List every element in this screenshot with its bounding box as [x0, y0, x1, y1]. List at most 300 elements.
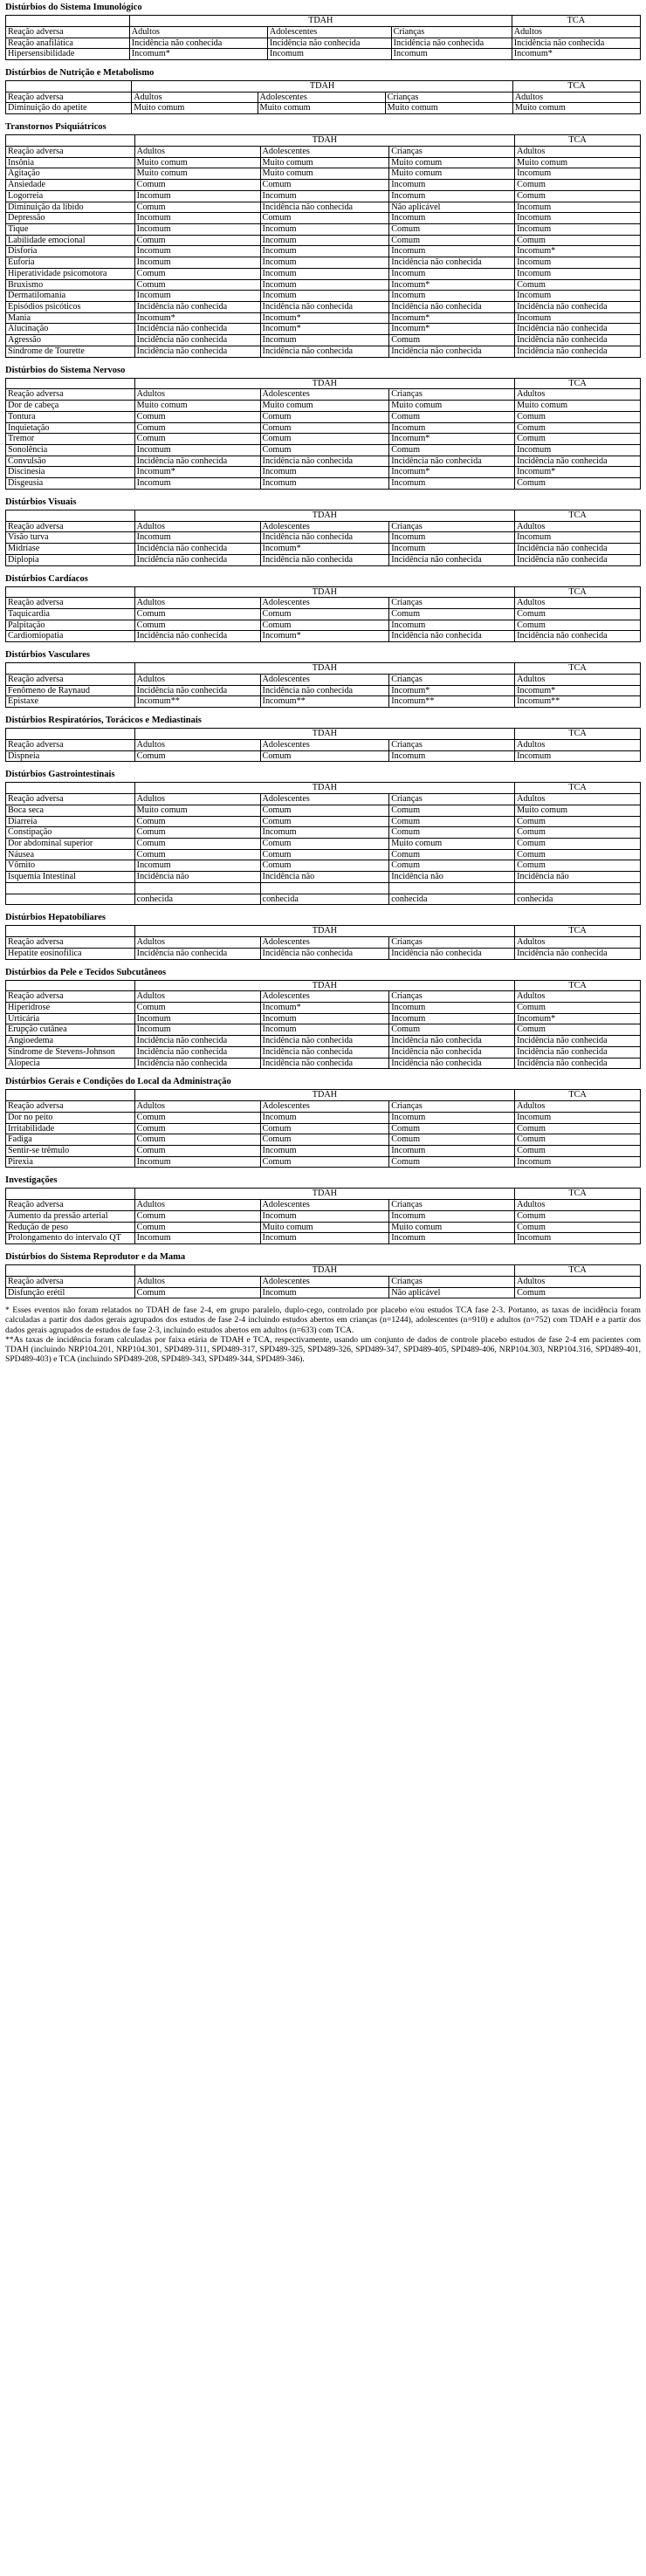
frequency-cell: Comum: [515, 279, 641, 291]
column-header: Adultos: [515, 674, 641, 685]
header-cell: [6, 16, 130, 27]
reaction-name: Agitação: [6, 168, 135, 180]
table-row: [6, 478, 641, 490]
frequency-cell: Comum: [515, 860, 641, 872]
reaction-name: Reação anafilática: [6, 38, 130, 49]
column-header: Crianças: [389, 389, 515, 401]
column-header: Crianças: [389, 146, 515, 157]
table-row: [6, 838, 641, 849]
frequency-cell: Muito comum: [385, 103, 512, 114]
frequency-cell: Incidência não conhecida: [134, 302, 260, 313]
group-header-row: [6, 980, 641, 991]
frequency-cell: Comum: [515, 827, 641, 839]
reaction-name: [6, 894, 135, 905]
section-title: Distúrbios de Nutrição e Metabolismo: [5, 67, 155, 78]
column-header: Adolescentes: [260, 521, 389, 532]
column-header: Adolescentes: [260, 1200, 389, 1211]
table-row: [6, 202, 641, 213]
reaction-name: Dor no peito: [6, 1112, 135, 1123]
reaction-name: Sentir-se trêmulo: [6, 1145, 135, 1156]
group-header-tdah: TDAH: [134, 1090, 514, 1101]
frequency-cell: Incidência não conhecida: [134, 324, 260, 335]
frequency-cell: [260, 882, 389, 894]
table-row: [6, 805, 641, 816]
group-header-tdah: TDAH: [134, 378, 514, 389]
table-row: [6, 335, 641, 346]
frequency-cell: Incomum: [515, 532, 641, 544]
column-header-row: [6, 991, 641, 1003]
section-title: Investigações: [5, 1175, 58, 1186]
frequency-cell: Incidência não conhecida: [134, 346, 260, 357]
frequency-cell: Incomum*: [134, 467, 260, 478]
frequency-cell: Comum: [134, 1134, 260, 1146]
section: [5, 649, 641, 708]
table-row: [6, 467, 641, 478]
group-header-row: [6, 16, 641, 27]
section-title: Distúrbios do Sistema Nervoso: [5, 365, 126, 375]
column-header: Adultos: [134, 1101, 260, 1113]
table-row: [6, 257, 641, 269]
adverse-reactions-table: [5, 1264, 641, 1298]
column-header: Adolescentes: [260, 389, 389, 401]
frequency-cell: Muito comum: [389, 1222, 515, 1233]
frequency-cell: Incidência não conhecida: [134, 1058, 260, 1069]
section: [5, 365, 641, 490]
column-header: Reação adversa: [6, 521, 135, 532]
header-cell: [6, 1090, 135, 1101]
frequency-cell: Incomum*: [260, 324, 389, 335]
reaction-name: Discinesia: [6, 467, 135, 478]
frequency-cell: Incomum*: [515, 1013, 641, 1024]
column-header: Adultos: [515, 146, 641, 157]
frequency-cell: Incomum: [134, 257, 260, 269]
frequency-cell: Comum: [389, 1156, 515, 1168]
column-header: Adultos: [515, 991, 641, 1003]
column-header-row: [6, 146, 641, 157]
table-row: [6, 324, 641, 335]
frequency-cell: Comum: [134, 609, 260, 620]
reaction-name: Síndrome de Tourette: [6, 346, 135, 357]
table-row: [6, 168, 641, 180]
frequency-cell: Incomum: [515, 202, 641, 213]
section: [5, 967, 641, 1070]
frequency-cell: Incomum: [389, 1112, 515, 1123]
reaction-name: Alucinação: [6, 324, 135, 335]
table-row: [6, 544, 641, 555]
frequency-cell: Muito comum: [134, 805, 260, 816]
frequency-cell: Incomum**: [515, 696, 641, 708]
frequency-cell: Comum: [134, 434, 260, 445]
frequency-cell: Incidência não conhecida: [134, 685, 260, 696]
column-header: Reação adversa: [6, 1276, 135, 1287]
frequency-cell: Comum: [260, 750, 389, 762]
column-header: Adolescentes: [260, 1101, 389, 1113]
frequency-cell: Incidência não conhecida: [134, 1046, 260, 1058]
frequency-cell: conhecida: [260, 894, 389, 905]
group-header-row: [6, 378, 641, 389]
frequency-cell: Comum: [389, 816, 515, 827]
frequency-cell: Incomum: [260, 1233, 389, 1244]
group-header-tca: TCA: [515, 378, 641, 389]
table-row: [6, 1233, 641, 1244]
table-row: [6, 631, 641, 642]
column-header: Adultos: [134, 1200, 260, 1211]
column-header: Adolescentes: [260, 739, 389, 750]
frequency-cell: Muito comum: [512, 103, 640, 114]
reaction-name: Tremor: [6, 434, 135, 445]
frequency-cell: Incomum: [389, 532, 515, 544]
frequency-cell: Comum: [260, 411, 389, 422]
table-row: [6, 444, 641, 456]
frequency-cell: Incidência não conhecida: [260, 554, 389, 565]
frequency-cell: Comum: [134, 180, 260, 191]
group-header-row: [6, 81, 641, 92]
frequency-cell: Muito comum: [260, 1222, 389, 1233]
footnote: * Esses eventos não foram relatados no TDAH de fase 2-4, em grupo paralelo, duplo-cego, controlado por placebo e/ou estudos TCA fase 2-3. Portanto, as taxas de incidência foram calculadas a partir dos dados gerais agrupados dos estudos de fase 2-4 incluindo estudos abertos em crianças (n=1244), adolescentes (n=910) e adultos (n=752) com TDAH e a partir dos dados gerais agrupados de estudos de fase 2-3, incluindo estudos abertos em adultos (n=633) com TCA.: [5, 1305, 641, 1335]
frequency-cell: Muito comum: [260, 401, 389, 412]
group-header-tdah: TDAH: [129, 16, 512, 27]
frequency-cell: Incomum*: [134, 312, 260, 324]
frequency-cell: Comum: [134, 1145, 260, 1156]
reaction-name: Dispneia: [6, 750, 135, 762]
frequency-cell: Incidência não conhecida: [389, 302, 515, 313]
frequency-cell: Comum: [134, 1222, 260, 1233]
footnotes: [5, 1305, 641, 1364]
frequency-cell: Incomum: [515, 268, 641, 279]
group-header-tca: TCA: [515, 663, 641, 675]
group-header-tdah: TDAH: [134, 980, 514, 991]
table-row: [6, 49, 641, 60]
column-header: Crianças: [389, 794, 515, 805]
frequency-cell: Incidência não conhecida: [515, 948, 641, 959]
header-cell: [6, 663, 135, 675]
frequency-cell: Incomum*: [389, 324, 515, 335]
column-header: Reação adversa: [6, 794, 135, 805]
table-row: [6, 213, 641, 224]
frequency-cell: Incomum: [389, 750, 515, 762]
frequency-cell: conhecida: [515, 894, 641, 905]
column-header: Adolescentes: [260, 794, 389, 805]
group-header-tdah: TDAH: [134, 510, 514, 521]
reaction-name: Fadiga: [6, 1134, 135, 1146]
reaction-name: Diarreia: [6, 816, 135, 827]
column-header: Adultos: [515, 794, 641, 805]
column-header-row: [6, 598, 641, 609]
frequency-cell: Incomum: [260, 190, 389, 202]
frequency-cell: Muito comum: [134, 168, 260, 180]
reaction-name: Episódios psicóticos: [6, 302, 135, 313]
column-header-row: [6, 1276, 641, 1287]
group-header-tdah: TDAH: [132, 81, 513, 92]
adverse-reactions-table: [5, 728, 641, 762]
frequency-cell: Não aplicável: [389, 202, 515, 213]
frequency-cell: Incidência não conhecida: [260, 1036, 389, 1047]
frequency-cell: Comum: [515, 1222, 641, 1233]
group-header-tca: TCA: [512, 16, 640, 27]
table-row: [6, 246, 641, 257]
group-header-tca: TCA: [515, 1090, 641, 1101]
group-header-tca: TCA: [515, 729, 641, 740]
table-row: [6, 235, 641, 246]
table-row: [6, 434, 641, 445]
column-header: Reação adversa: [6, 991, 135, 1003]
frequency-cell: Incomum: [134, 860, 260, 872]
frequency-cell: [515, 882, 641, 894]
column-header: Adolescentes: [258, 92, 385, 103]
frequency-cell: Incidência não conhecida: [129, 38, 267, 49]
table-row: [6, 1046, 641, 1058]
reaction-name: Hipersensibilidade: [6, 49, 130, 60]
frequency-cell: Incomum: [515, 444, 641, 456]
table-row: [6, 1210, 641, 1222]
frequency-cell: Incomum: [515, 168, 641, 180]
frequency-cell: Comum: [515, 180, 641, 191]
column-header-row: [6, 521, 641, 532]
frequency-cell: Muito comum: [515, 805, 641, 816]
adverse-reactions-table: [5, 378, 641, 490]
adverse-reactions-table: [5, 15, 641, 60]
group-header-tdah: TDAH: [134, 586, 514, 598]
frequency-cell: Incomum: [134, 1013, 260, 1024]
column-header: Adultos: [132, 92, 258, 103]
section-title: Distúrbios Vasculares: [5, 650, 90, 661]
frequency-cell: Comum: [134, 235, 260, 246]
column-header: Adolescentes: [260, 146, 389, 157]
frequency-cell: Incomum: [515, 291, 641, 302]
frequency-cell: Comum: [260, 180, 389, 191]
frequency-cell: Comum: [515, 1210, 641, 1222]
table-row: [6, 190, 641, 202]
frequency-cell: Comum: [260, 849, 389, 860]
frequency-cell: Incomum: [389, 1145, 515, 1156]
table-row: [6, 312, 641, 324]
group-header-tdah: TDAH: [134, 1189, 514, 1200]
table-row: [6, 1024, 641, 1036]
section: [5, 912, 641, 959]
frequency-cell: Comum: [134, 1210, 260, 1222]
frequency-cell: Comum: [389, 1134, 515, 1146]
column-header: Crianças: [389, 521, 515, 532]
frequency-cell: Incomum: [389, 190, 515, 202]
section: [5, 2, 641, 60]
reaction-name: Angioedema: [6, 1036, 135, 1047]
frequency-cell: Comum: [260, 1156, 389, 1168]
frequency-cell: Incomum: [389, 1210, 515, 1222]
group-header-row: [6, 135, 641, 147]
frequency-cell: Incomum: [260, 478, 389, 490]
frequency-cell: Comum: [515, 434, 641, 445]
frequency-cell: Comum: [134, 816, 260, 827]
table-row: [6, 860, 641, 872]
frequency-cell: Incomum: [515, 1156, 641, 1168]
table-row: [6, 1003, 641, 1014]
frequency-cell: Comum: [515, 422, 641, 434]
reaction-name: Labilidade emocional: [6, 235, 135, 246]
reaction-name: Disfunção erétil: [6, 1287, 135, 1298]
reaction-name: Tique: [6, 223, 135, 235]
table-row: [6, 827, 641, 839]
frequency-cell: Comum: [389, 235, 515, 246]
frequency-cell: Incidência não conhecida: [391, 38, 512, 49]
frequency-cell: Comum: [515, 1003, 641, 1014]
frequency-cell: Incomum: [389, 478, 515, 490]
frequency-cell: Incidência não conhecida: [515, 335, 641, 346]
table-row: [6, 157, 641, 168]
column-header-row: [6, 1101, 641, 1113]
reaction-name: Erupção cutânea: [6, 1024, 135, 1036]
column-header: Adolescentes: [267, 26, 391, 38]
frequency-cell: Incidência não conhecida: [515, 302, 641, 313]
table-row: [6, 346, 641, 357]
adverse-reactions-table: [5, 1188, 641, 1244]
column-header: Crianças: [389, 1101, 515, 1113]
group-header-tca: TCA: [515, 135, 641, 147]
reaction-name: Disgeusia: [6, 478, 135, 490]
frequency-cell: Muito comum: [258, 103, 385, 114]
reaction-name: Síndrome de Stevens-Johnson: [6, 1046, 135, 1058]
column-header: Adultos: [134, 146, 260, 157]
table-row: [6, 268, 641, 279]
frequency-cell: Incidência não conhecida: [389, 1046, 515, 1058]
frequency-cell: Incomum: [391, 49, 512, 60]
group-header-tca: TCA: [512, 81, 640, 92]
frequency-cell: Muito comum: [260, 168, 389, 180]
column-header: Adolescentes: [260, 674, 389, 685]
frequency-cell: Incidência não conhecida: [389, 1058, 515, 1069]
header-cell: [6, 135, 135, 147]
reaction-name: Agressão: [6, 335, 135, 346]
frequency-cell: Incomum: [389, 620, 515, 631]
table-row: [6, 609, 641, 620]
column-header: Adultos: [134, 794, 260, 805]
frequency-cell: Incidência não conhecida: [515, 554, 641, 565]
group-header-tca: TCA: [515, 980, 641, 991]
frequency-cell: Incomum: [267, 49, 391, 60]
frequency-cell: Comum: [515, 478, 641, 490]
frequency-cell: Comum: [515, 411, 641, 422]
adverse-reactions-table: [5, 1089, 641, 1168]
frequency-cell: Muito comum: [389, 168, 515, 180]
adverse-reactions-table: [5, 662, 641, 708]
column-header: Crianças: [389, 1276, 515, 1287]
table-row: [6, 750, 641, 762]
frequency-cell: Comum: [260, 1123, 389, 1134]
frequency-cell: Incomum*: [260, 631, 389, 642]
frequency-cell: Comum: [134, 838, 260, 849]
reaction-name: Visão turva: [6, 532, 135, 544]
frequency-cell: Comum: [260, 860, 389, 872]
frequency-cell: Incomum: [389, 1233, 515, 1244]
group-header-row: [6, 1265, 641, 1277]
frequency-cell: Incidência não conhecida: [260, 346, 389, 357]
frequency-cell: Incomum: [515, 213, 641, 224]
reaction-name: Inquietação: [6, 422, 135, 434]
frequency-cell: Comum: [389, 223, 515, 235]
frequency-cell: Incomum: [134, 246, 260, 257]
frequency-cell: Incomum*: [389, 467, 515, 478]
column-header: Reação adversa: [6, 598, 135, 609]
table-row: [6, 1036, 641, 1047]
reaction-name: Tontura: [6, 411, 135, 422]
frequency-cell: Incomum: [134, 291, 260, 302]
reaction-name: Ansiedade: [6, 180, 135, 191]
section: [5, 715, 641, 762]
table-row: [6, 279, 641, 291]
frequency-cell: Incomum: [260, 246, 389, 257]
frequency-cell: Incidência não conhecida: [515, 324, 641, 335]
table-row: [6, 1222, 641, 1233]
frequency-cell: Comum: [389, 805, 515, 816]
frequency-cell: Incomum: [389, 422, 515, 434]
group-header-tdah: TDAH: [134, 135, 514, 147]
reaction-name: Prolongamento do intervalo QT: [6, 1233, 135, 1244]
column-header: Reação adversa: [6, 92, 132, 103]
frequency-cell: Comum: [134, 1123, 260, 1134]
column-header: Adolescentes: [260, 598, 389, 609]
frequency-cell: Incomum**: [134, 696, 260, 708]
reaction-name: Dor abdominal superior: [6, 838, 135, 849]
reaction-name: [6, 882, 135, 894]
frequency-cell: Incomum: [389, 291, 515, 302]
frequency-cell: Comum: [389, 411, 515, 422]
frequency-cell: Comum: [389, 444, 515, 456]
frequency-cell: Incomum: [134, 1233, 260, 1244]
frequency-cell: Incomum: [515, 257, 641, 269]
reaction-name: Midríase: [6, 544, 135, 555]
frequency-cell: Comum: [515, 1134, 641, 1146]
section-title: Transtornos Psiquiátricos: [5, 122, 107, 133]
frequency-cell: Muito comum: [134, 401, 260, 412]
frequency-cell: Comum: [134, 750, 260, 762]
table-row: [6, 422, 641, 434]
column-header: Adultos: [515, 1276, 641, 1287]
group-header-row: [6, 926, 641, 937]
group-header-tca: TCA: [515, 510, 641, 521]
frequency-cell: conhecida: [134, 894, 260, 905]
adverse-reactions-table: [5, 586, 641, 643]
group-header-tca: TCA: [515, 1189, 641, 1200]
column-header: Reação adversa: [6, 1101, 135, 1113]
frequency-cell: Comum: [134, 411, 260, 422]
reaction-name: Dor de cabeça: [6, 401, 135, 412]
frequency-cell: Comum: [134, 1003, 260, 1014]
frequency-cell: Comum: [134, 827, 260, 839]
frequency-cell: Incomum: [389, 213, 515, 224]
frequency-cell: Incidência não conhecida: [134, 948, 260, 959]
frequency-cell: Incidência não conhecida: [512, 38, 640, 49]
frequency-cell: Comum: [515, 1123, 641, 1134]
section-title: Distúrbios Hepatobiliares: [5, 913, 107, 923]
frequency-cell: Incidência não conhecida: [515, 1036, 641, 1047]
frequency-cell: Incidência não conhecida: [134, 544, 260, 555]
reaction-name: Náusea: [6, 849, 135, 860]
frequency-cell: Incomum: [134, 223, 260, 235]
frequency-cell: Muito comum: [515, 157, 641, 168]
reaction-name: Boca seca: [6, 805, 135, 816]
table-row: [6, 872, 641, 883]
frequency-cell: Incidência não conhecida: [260, 532, 389, 544]
frequency-cell: Comum: [515, 1024, 641, 1036]
frequency-cell: Comum: [389, 860, 515, 872]
frequency-cell: Incomum: [260, 1024, 389, 1036]
frequency-cell: Incidência não conhecida: [260, 202, 389, 213]
reaction-name: Depressão: [6, 213, 135, 224]
frequency-cell: Incomum*: [389, 434, 515, 445]
reaction-name: Sonolência: [6, 444, 135, 456]
column-header: Adultos: [134, 598, 260, 609]
column-header: Reação adversa: [6, 389, 135, 401]
table-row: [6, 532, 641, 544]
